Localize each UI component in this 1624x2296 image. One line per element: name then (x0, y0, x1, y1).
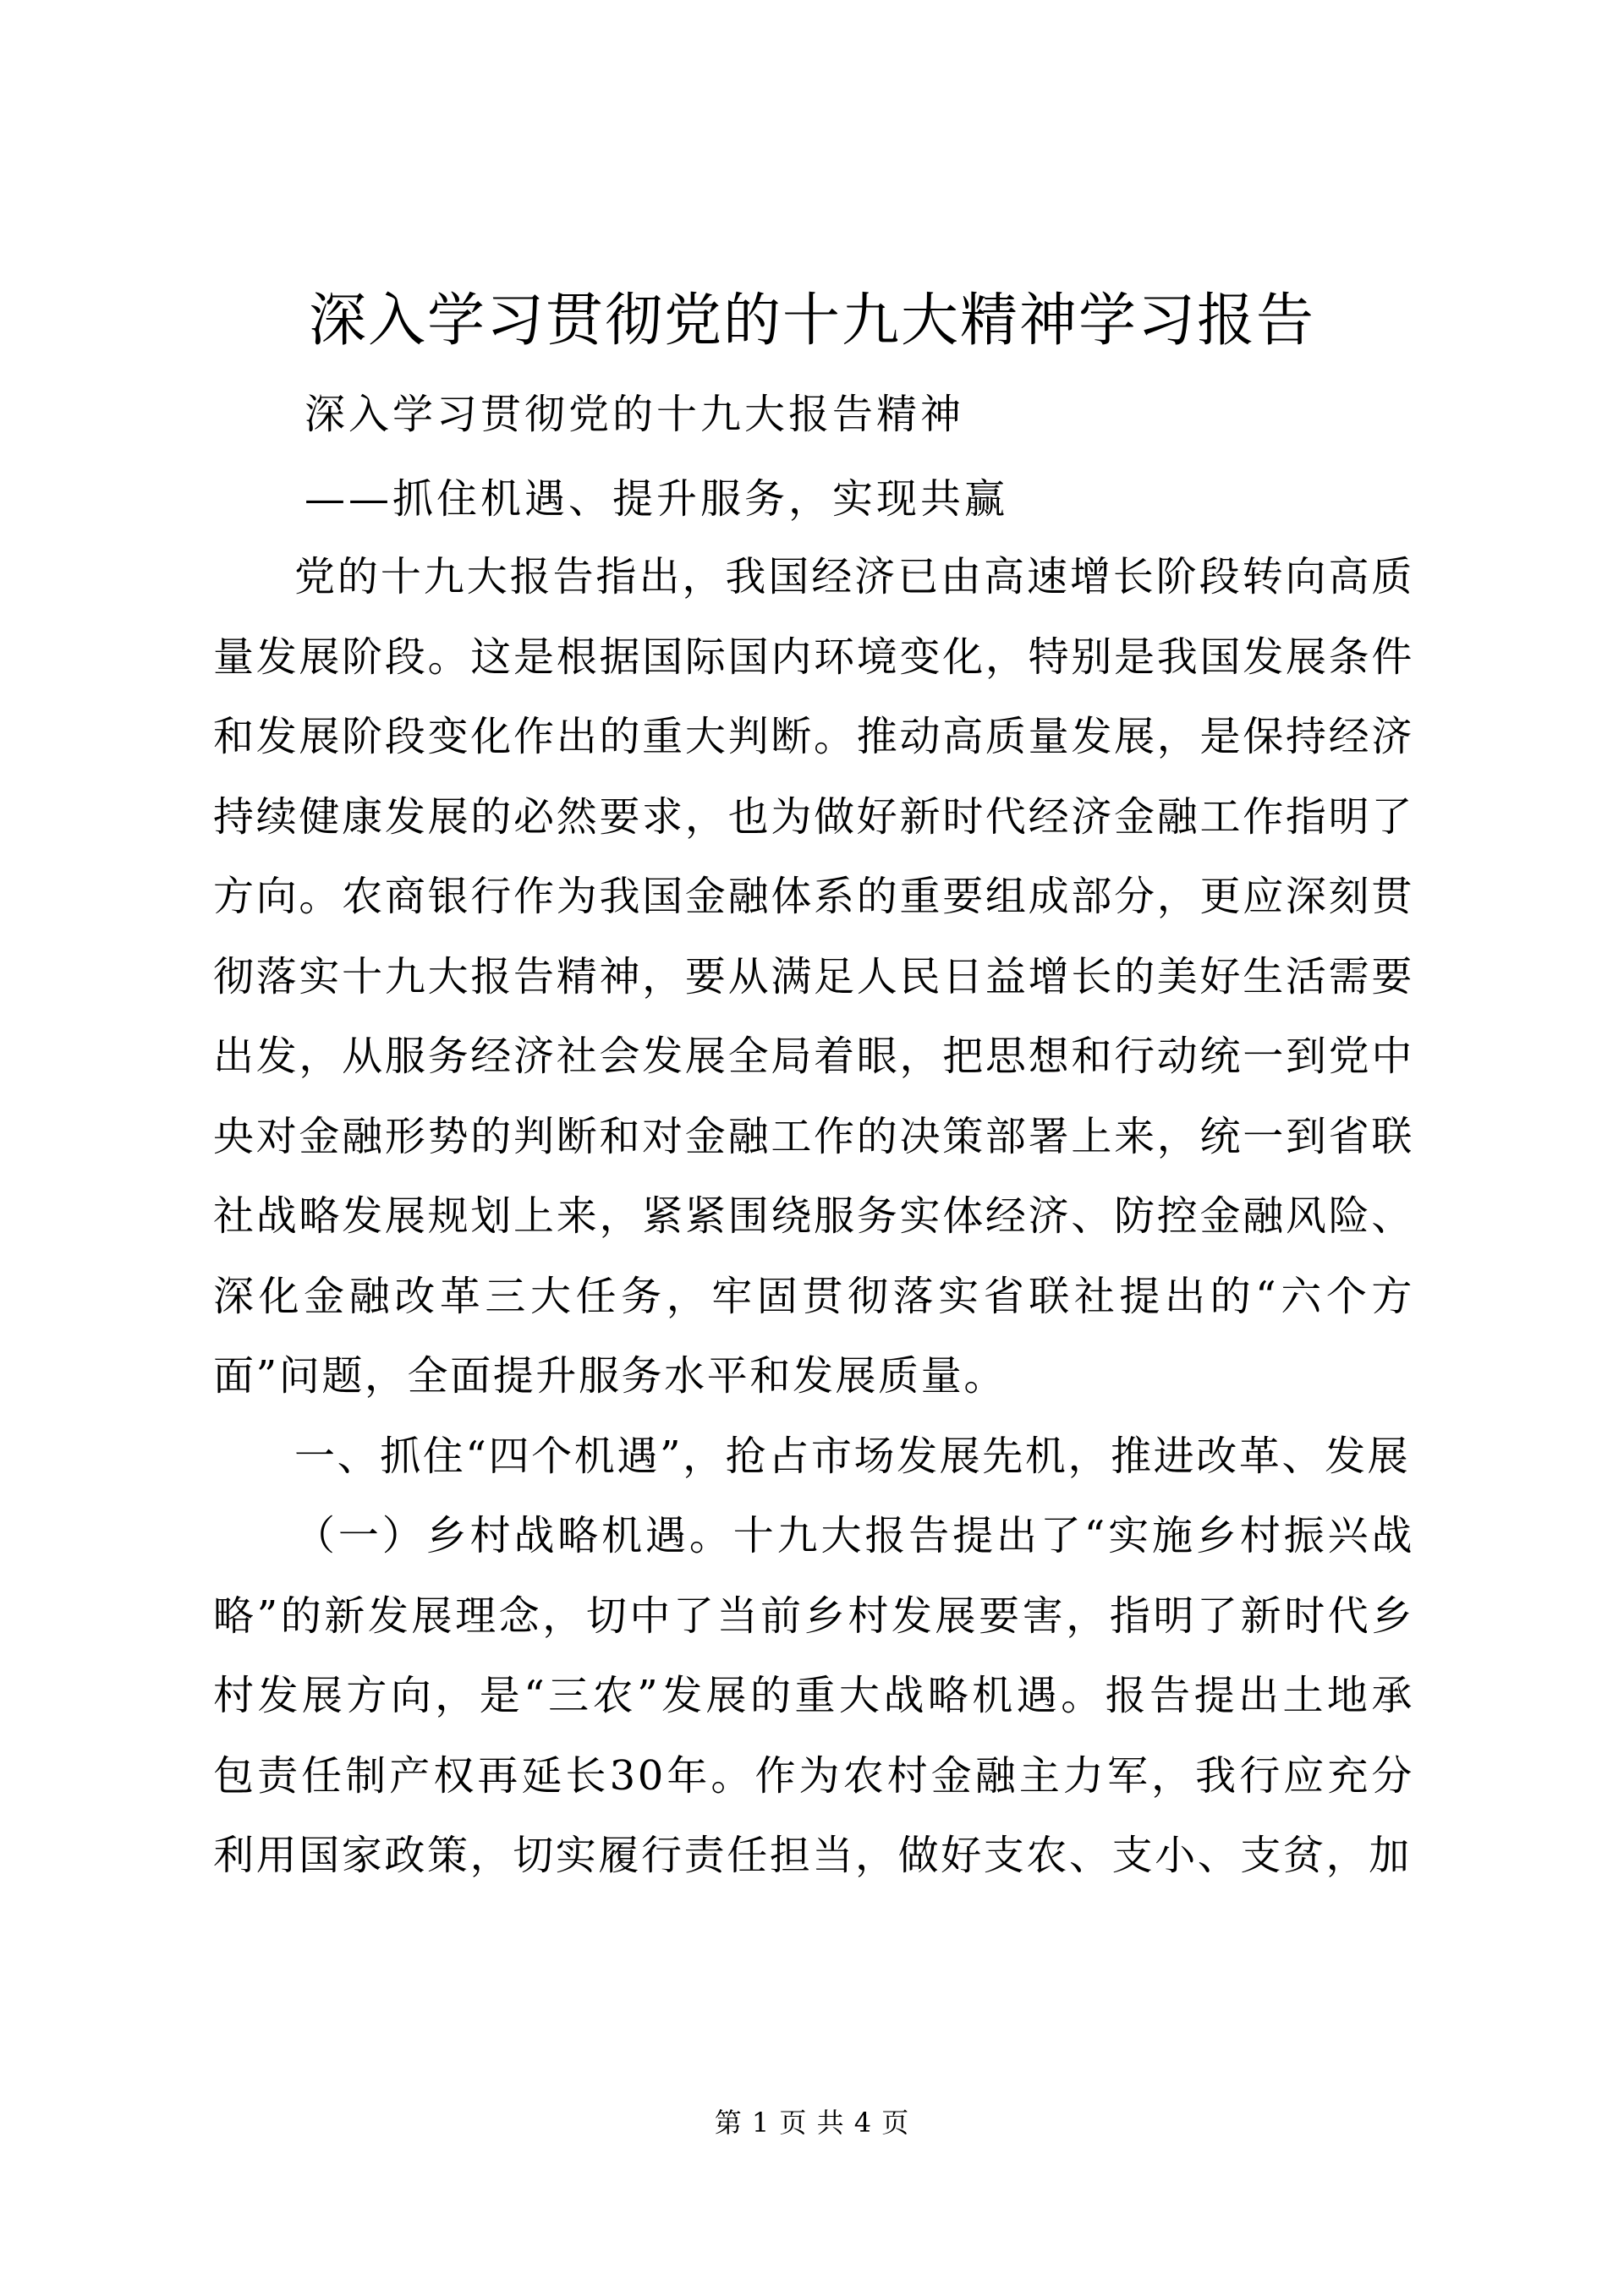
document-tagline: ——抓住机遇、提升服务，实现共赢 (304, 475, 1009, 523)
section-heading-one: 一、抓住“四个机遇”，抢占市场发展先机，推进改革、发展 (294, 1432, 1411, 1480)
page-number-footer: 第 1 页 共 4 页 (714, 2107, 910, 2139)
document-subtitle: 深入学习贯彻党的十九大报告精神 (304, 391, 965, 438)
document-body (213, 537, 1414, 1896)
body-paragraph-intro: 党的十九大报告指出，我国经济已由高速增长阶段转向高质量发展阶段。这是根据国际国内环境变化，特别是我国发展条件和发展阶段变化作出的重大判断。推动高质量发展，是保持经济持续健康发展的必然要求，也为做好新时代经济金融工作指明了方向。农商银行作为我国金融体系的重要组成部分，更应深刻贯彻落实十九大报告精神，要从满足人民日益增长的美好生活需要出发，从服务经济社会发展全局着眼，把思想和行动统一到党中央对金融形势的判断和对金融工作的决策部署上来，统一到省联社战略发展规划上来，紧紧围绕服务实体经济、防控金融风险、深化金融改革三大任务，牢固贯彻落实省联社提出的“六个方面”问题，全面提升服务水平和发展质量。 (213, 553, 1414, 1400)
document-title: 深入学习贯彻党的十九大精神学习报告 (308, 288, 1315, 354)
body-paragraph-rural-strategy: （一）乡村战略机遇。十九大报告提出了“实施乡村振兴战略”的新发展理念，切中了当前乡村发展要害，指明了新时代乡村发展方向，是“三农”发展的重大战略机遇。报告提出土地承包责任制产权再延长30年。作为农村金融主力军，我行应充分利用国家政策，切实履行责任担当，做好支农、支小、支贫，加 (213, 1512, 1414, 1879)
